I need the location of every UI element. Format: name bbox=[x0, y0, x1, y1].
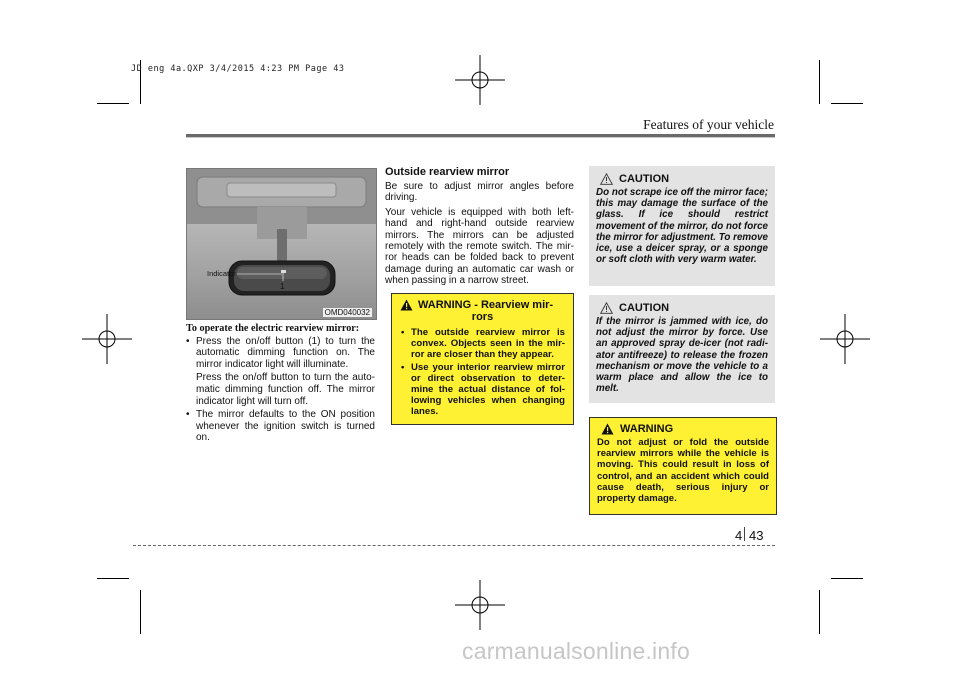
warning-adjust-mirrors-box bbox=[589, 417, 777, 515]
outside-mirror-heading: Outside rearview mirror bbox=[385, 166, 510, 178]
watermark: carmanualsonline.info bbox=[462, 638, 690, 664]
crop-mark bbox=[97, 103, 129, 104]
crop-mark bbox=[97, 578, 129, 579]
crop-mark bbox=[831, 103, 863, 104]
list-item: • The mirror defaults to the ON position whenever the ignition switch is turned on. bbox=[186, 409, 375, 444]
warning-icon bbox=[400, 299, 413, 311]
crop-mark bbox=[819, 590, 820, 634]
caution-title: CAUTION bbox=[619, 173, 670, 185]
warning-text: Do not adjust or fold the outside rearview mirrors while the vehicle is moving. This could result in loss of control, and an accident which could cause death, serious injury or property damage. bbox=[597, 437, 769, 505]
middle-column bbox=[385, 166, 574, 290]
caution-text: Do not scrape ice off the mirror face; this may damage the surface of the glass. If ice should restrict movement of the mirror, do not force the mirror for adjustment. To remove ice, use a deicer spray, or a sponge or soft cloth with very warm water. bbox=[596, 187, 768, 266]
list-item-continuation: Press the on/off button to turn the auto-matic dimming function off. The mirror indicator light will turn off. bbox=[196, 372, 375, 407]
callout-number: 1 bbox=[280, 282, 285, 291]
section-title: Features of your vehicle bbox=[643, 117, 774, 132]
warning-rearview-mirrors-box bbox=[391, 293, 574, 425]
list-item: • The outside rearview mirror is convex. Objects seen in the mir-ror are closer than they appear. bbox=[400, 327, 565, 360]
rearview-mirror-photo bbox=[186, 168, 377, 320]
warning-title: WARNING - Rearview mir- bbox=[418, 299, 554, 311]
crop-mark bbox=[831, 578, 863, 579]
list-item: • Use your interior rearview mirror or direct observation to deter-mine the actual distance of fol-lowing vehicles when changing lanes. bbox=[400, 362, 565, 417]
image-code: OMD040032 bbox=[324, 308, 370, 317]
crop-mark bbox=[140, 590, 141, 634]
indicator-label: Indicator bbox=[207, 269, 236, 278]
caution-title: CAUTION bbox=[619, 302, 670, 314]
registration-mark-left bbox=[82, 314, 132, 364]
footer-rule bbox=[133, 545, 775, 546]
page-number: 43 bbox=[749, 528, 764, 543]
crop-mark bbox=[819, 60, 820, 104]
left-column bbox=[186, 323, 375, 444]
caution-icon bbox=[600, 173, 613, 185]
operate-subheading: To operate the electric rearview mirror: bbox=[186, 323, 360, 334]
registration-mark-right bbox=[820, 314, 870, 364]
warning-title: WARNING bbox=[620, 423, 674, 435]
registration-mark-top bbox=[455, 55, 505, 105]
warning-icon bbox=[601, 423, 614, 435]
paragraph: Your vehicle is equipped with both left-hand and right-hand outside rearview mirrors. The mirrors can be adjusted remotely with the remote switch. The mir-ror heads can be folded back to prevent damage during an automatic car wash or when passing in a narrow street. bbox=[385, 206, 574, 287]
paragraph: Be sure to adjust mirror angles before driving. bbox=[385, 181, 574, 204]
caution-icon bbox=[600, 302, 613, 314]
header-rule-thin bbox=[186, 137, 775, 138]
warning-title-cont: rors bbox=[471, 311, 494, 323]
caution-box-ice-scrape bbox=[589, 166, 775, 286]
print-slug: JD eng 4a.QXP 3/4/2015 4:23 PM Page 43 bbox=[131, 64, 345, 74]
list-item: • Press the on/off button (1) to turn the automatic dimming function on. The mirror indicator light will illuminate. bbox=[186, 336, 375, 371]
caution-text: If the mirror is jammed with ice, do not adjust the mirror by force. Use an approved spray de-icer (not radi-ator antifreeze) to release the frozen mechanism or move the vehicle to a warm place and allow the ice to melt. bbox=[596, 316, 768, 395]
mirror-illustration bbox=[187, 169, 376, 319]
page-number-separator bbox=[744, 527, 745, 541]
chapter-number: 4 bbox=[735, 528, 743, 543]
caution-box-jammed-ice bbox=[589, 295, 775, 403]
registration-mark-bottom bbox=[455, 580, 505, 630]
